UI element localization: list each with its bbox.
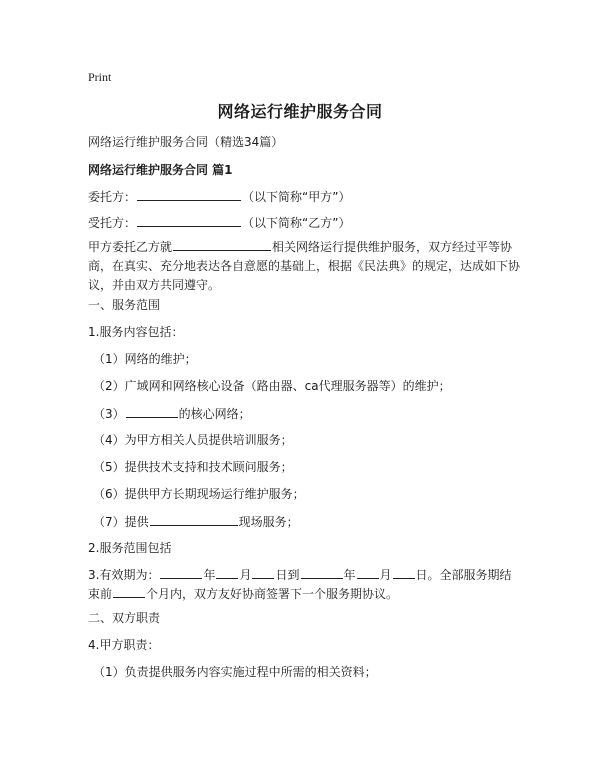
duties-heading: 二、双方职责 <box>88 611 161 625</box>
section-heading: 网络运行维护服务合同 篇1 <box>88 163 233 177</box>
scope-item-1: （1）网络的维护； <box>93 352 197 366</box>
scope-item-7 <box>93 513 520 531</box>
validity-end: 日。全部服务期结 <box>415 568 512 582</box>
provider-label: 受托方： <box>88 216 137 230</box>
validity-year-2: 年 <box>343 568 356 582</box>
scope-item-4: （4）为甲方相关人员提供培训服务； <box>93 433 293 447</box>
scope-item-2: （2）广域网和网络核心设备（路由器、ca代理服务器等）的维护； <box>93 379 451 393</box>
scope-item-5: （5）提供技术支持和技术顾问服务； <box>93 460 293 474</box>
client-party-line <box>88 188 520 206</box>
document-title: 网络运行维护服务合同 <box>217 102 383 121</box>
validity-months-blank <box>113 585 145 598</box>
document-subtitle: 网络运行维护服务合同（精选34篇） <box>88 135 284 149</box>
preamble-paragraph <box>88 238 520 295</box>
preamble-text-b: 相关网络运行提供维护服务，双方经过平等协 <box>272 240 513 254</box>
scope-item-3 <box>93 405 520 423</box>
preamble-line-2: 商，在真实、充分地表达各自意愿的基础上，根据《民法典》的规定，达成如下协 <box>88 259 521 273</box>
provider-name-blank <box>137 214 241 227</box>
validity-year-1: 年 <box>203 568 216 582</box>
scope-item-3-blank <box>126 405 178 418</box>
client-name-blank <box>137 188 241 201</box>
validity-end-day-blank <box>393 566 415 579</box>
client-label: 委托方： <box>88 190 137 204</box>
validity-start-month-blank <box>216 566 238 579</box>
client-suffix: （以下简称“甲方”） <box>242 190 351 204</box>
client-duties-heading: 4.甲方职责： <box>88 638 160 652</box>
validity-prefix: 3.有效期为： <box>88 568 160 582</box>
scope-heading: 一、服务范围 <box>88 298 161 312</box>
scope-contents-heading: 1.服务内容包括： <box>88 325 184 339</box>
scope-range-heading: 2.服务范围包括 <box>88 541 172 555</box>
preamble-text-a: 甲方委托乙方就 <box>88 240 173 254</box>
validity-end-year-blank <box>301 566 343 579</box>
validity-month-2: 月 <box>379 568 392 582</box>
scope-item-7-suffix: 现场服务； <box>238 515 299 529</box>
validity-start-year-blank <box>160 566 202 579</box>
preamble-line-3: 议，并由双方共同遵守。 <box>88 278 221 292</box>
scope-item-7-blank <box>150 513 238 526</box>
client-duty-item-1: （1）负责提供服务内容实施过程中所需的相关资料； <box>93 665 377 679</box>
provider-suffix: （以下简称“乙方”） <box>242 216 351 230</box>
validity-paragraph <box>88 566 520 604</box>
preamble-blank <box>173 238 271 251</box>
scope-item-7-prefix: （7）提供 <box>93 515 149 529</box>
print-label: Print <box>88 70 112 84</box>
validity-line-2-suffix: 个月内，双方友好协商签署下一个服务期协议。 <box>146 587 399 601</box>
scope-item-3-suffix: 的核心网络； <box>178 407 251 421</box>
validity-end-month-blank <box>357 566 379 579</box>
validity-start-day-blank <box>252 566 274 579</box>
validity-line-2-prefix: 束前 <box>88 587 113 601</box>
provider-party-line <box>88 214 520 232</box>
validity-month-1: 月 <box>239 568 252 582</box>
scope-item-3-prefix: （3） <box>93 407 125 421</box>
scope-item-6: （6）提供甲方长期现场运行维护服务； <box>93 487 305 501</box>
validity-day-to: 日到 <box>275 568 300 582</box>
